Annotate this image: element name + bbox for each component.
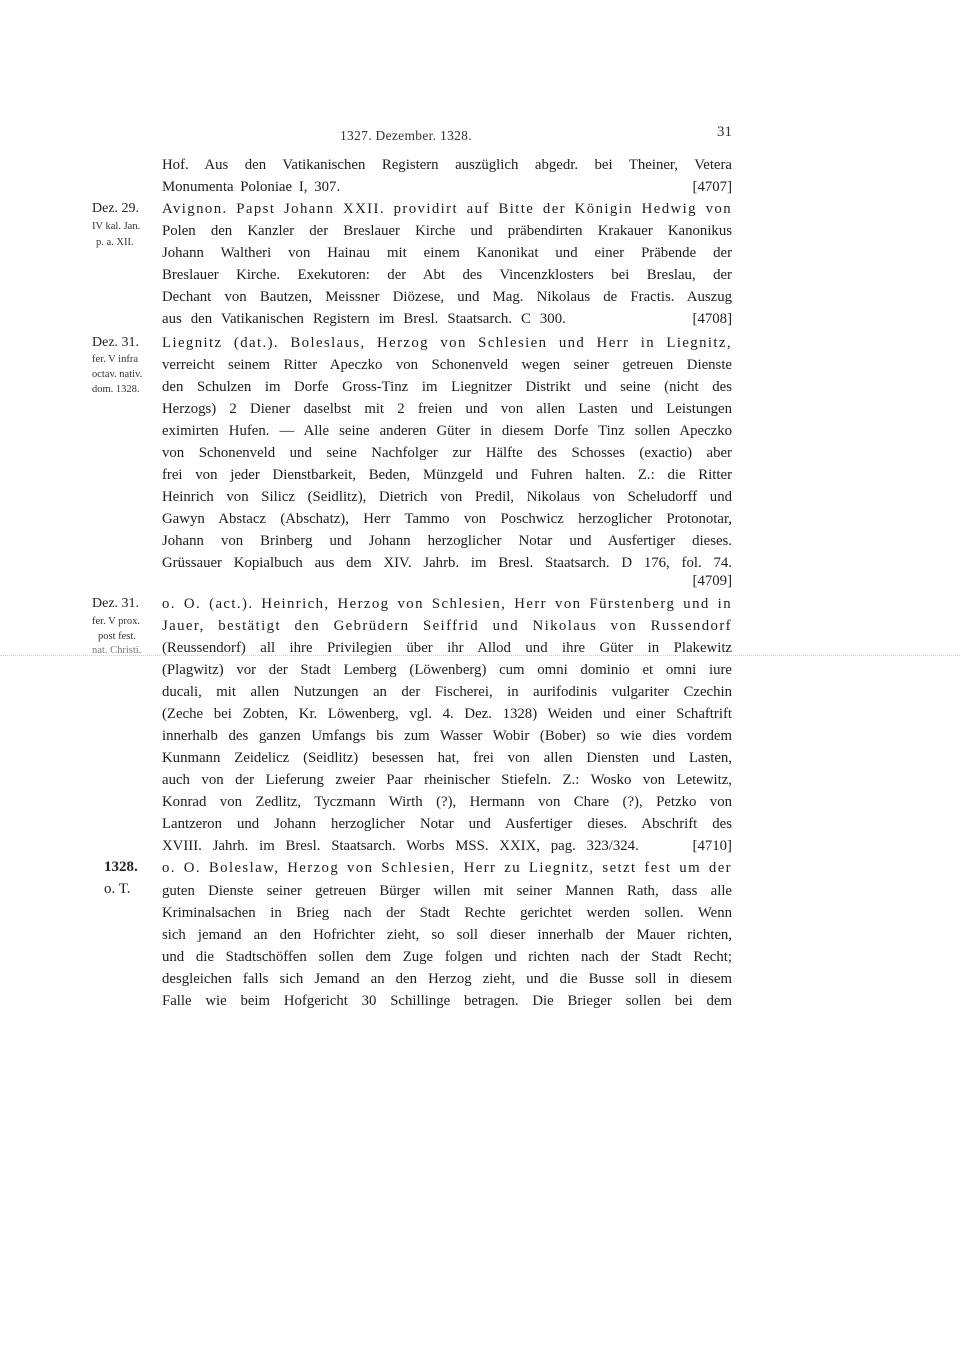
text-line: aus den Vatikanischen Registern im Bresl. Staatsarch. C 300. [4708] (162, 311, 732, 327)
page-header (0, 124, 960, 148)
text-line: Herzogs) 2 Diener daselbst mit 2 freien und von allen Lasten und Leistungen (162, 401, 732, 417)
text-line: Kriminalsachen in Brieg nach der Stadt Rechte gerichtet werden sollen. Wenn (162, 905, 732, 921)
text-line: Kunmann Zeidelicz (Seidlitz) besessen hat, frei von allen Diensten und Lasten, (162, 750, 732, 766)
text-line: und die Stadtschöffen sollen dem Zuge folgen und richten nach der Stadt Recht; (162, 949, 732, 965)
text-line: innerhalb des ganzen Umfangs bis zum Wasser Wobir (Bober) so wie dies vordem (162, 728, 732, 744)
text-line: Dechant von Bautzen, Meissner Diözese, und Mag. Nikolaus de Fractis. Auszug (162, 289, 732, 305)
running-head: 1327. Dezember. 1328. (340, 128, 472, 143)
text-line: o. O. (act.). Heinrich, Herzog von Schlesien, Herr von Fürstenberg und in (162, 596, 732, 612)
page-number: 31 (717, 124, 732, 140)
text-line: Konrad von Zedlitz, Tyczmann Wirth (?), Hermann von Chare (?), Petzko von (162, 794, 732, 810)
margin-note: post fest. (98, 631, 136, 642)
margin-date: Dez. 29. (92, 201, 140, 216)
entry-number: [4709] (692, 573, 732, 589)
text-line: eximirten Hufen. — Alle seine anderen Güter in diesem Dorfe Tinz sollen Apeczko (162, 423, 732, 439)
text-line: frei von jeder Dienstbarkeit, Beden, Münzgeld und Fuhren halten. Z.: die Ritter (162, 467, 732, 483)
margin-date: Dez. 31. (92, 596, 140, 611)
margin-note: o. T. (104, 881, 131, 897)
text-line: desgleichen falls sich Jemand an den Herzog zieht, und die Busse soll in diesem (162, 971, 732, 987)
text-line: verreicht seinem Ritter Apeczko von Schonenveld wegen seiner getreuen Dienste (162, 357, 732, 373)
margin-date: Dez. 31. (92, 335, 140, 350)
text-line: Avignon. Papst Johann XXII. providirt auf Bitte der Königin Hedwig von (162, 201, 732, 217)
text-line: Heinrich von Silicz (Seidlitz), Dietrich von Predil, Nikolaus von Scheludorff und (162, 489, 732, 505)
text-line: Liegnitz (dat.). Boleslaus, Herzog von Schlesien und Herr in Liegnitz, (162, 335, 732, 351)
text-line: (Zeche bei Zobten, Kr. Löwenberg, vgl. 4. Dez. 1328) Weiden und einer Schaftrift (162, 706, 732, 722)
text-line: Hof. Aus den Vatikanischen Registern auszüglich abgedr. bei Theiner, Vetera (162, 157, 732, 173)
text-line: Johann Waltheri von Hainau mit einem Kanonikat und einer Präbende der (162, 245, 732, 261)
text-line: ducali, mit allen Nutzungen an der Fischerei, in aurifodinis vulgariter Czechin (162, 684, 732, 700)
text-line: (Reussendorf) all ihre Privilegien über ihr Allod und ihre Güter in Plakewitz (162, 640, 732, 656)
margin-year: 1328. (104, 859, 138, 875)
margin-note: fer. V infra (92, 354, 138, 365)
text-line: sich jemand an den Hofrichter zieht, so soll dieser innerhalb der Mauer richten, (162, 927, 732, 943)
margin-note: fer. V prox. (92, 616, 141, 627)
margin-note: p. a. XII. (96, 237, 134, 248)
text-line: Grüssauer Kopialbuch aus dem XIV. Jahrb. im Bresl. Staatsarch. D 176, fol. 74. (162, 555, 732, 571)
text-line: Gawyn Abstacz (Abschatz), Herr Tammo von Poschwicz herzoglicher Protonotar, (162, 511, 732, 527)
text-line: Monumenta Poloniae I, 307. [4707] (162, 179, 732, 195)
text-line: Johann von Brinberg und Johann herzoglicher Notar und Ausfertiger dieses. (162, 533, 732, 549)
margin-note: IV kal. Jan. (92, 221, 141, 232)
margin-note: nat. Christi. (92, 645, 142, 656)
margin-note: octav. nativ. (92, 369, 143, 380)
text-line: Lantzeron und Johann herzoglicher Notar und Ausfertiger dieses. Abschrift des (162, 816, 732, 832)
text-line: auch von der Lieferung zweier Paar rheinischer Stiefeln. Z.: Wosko von Letewitz, (162, 772, 732, 788)
text-line: von Schonenveld und seine Nachfolger zur Hälfte des Schosses (exactio) aber (162, 445, 732, 461)
text-line: guten Dienste seiner getreuen Bürger willen mit seiner Mannen Rath, dass alle (162, 883, 732, 899)
text-line: Falle wie beim Hofgericht 30 Schillinge betragen. Die Brieger sollen bei dem (162, 993, 732, 1009)
text-line: Jauer, bestätigt den Gebrüdern Seiffrid und Nikolaus von Russendorf (162, 618, 732, 634)
text-line: o. O. Boleslaw, Herzog von Schlesien, Herr zu Liegnitz, setzt fest um der (162, 860, 732, 876)
margin-note: dom. 1328. (92, 384, 140, 395)
text-line: Polen den Kanzler der Breslauer Kirche und präbendirten Krakauer Kanonikus (162, 223, 732, 239)
text-line: XVIII. Jahrh. im Bresl. Staatsarch. Worbs MSS. XXIX, pag. 323/324. [4710] (162, 838, 732, 854)
text-line: den Schulzen im Dorfe Gross-Tinz im Liegnitzer Distrikt und seine (nicht des (162, 379, 732, 395)
text-line: (Plagwitz) vor der Stadt Lemberg (Löwenberg) cum omni dominio et omni iure (162, 662, 732, 678)
text-line: Breslauer Kirche. Exekutoren: der Abt des Vincenzklosters bei Breslau, der (162, 267, 732, 283)
